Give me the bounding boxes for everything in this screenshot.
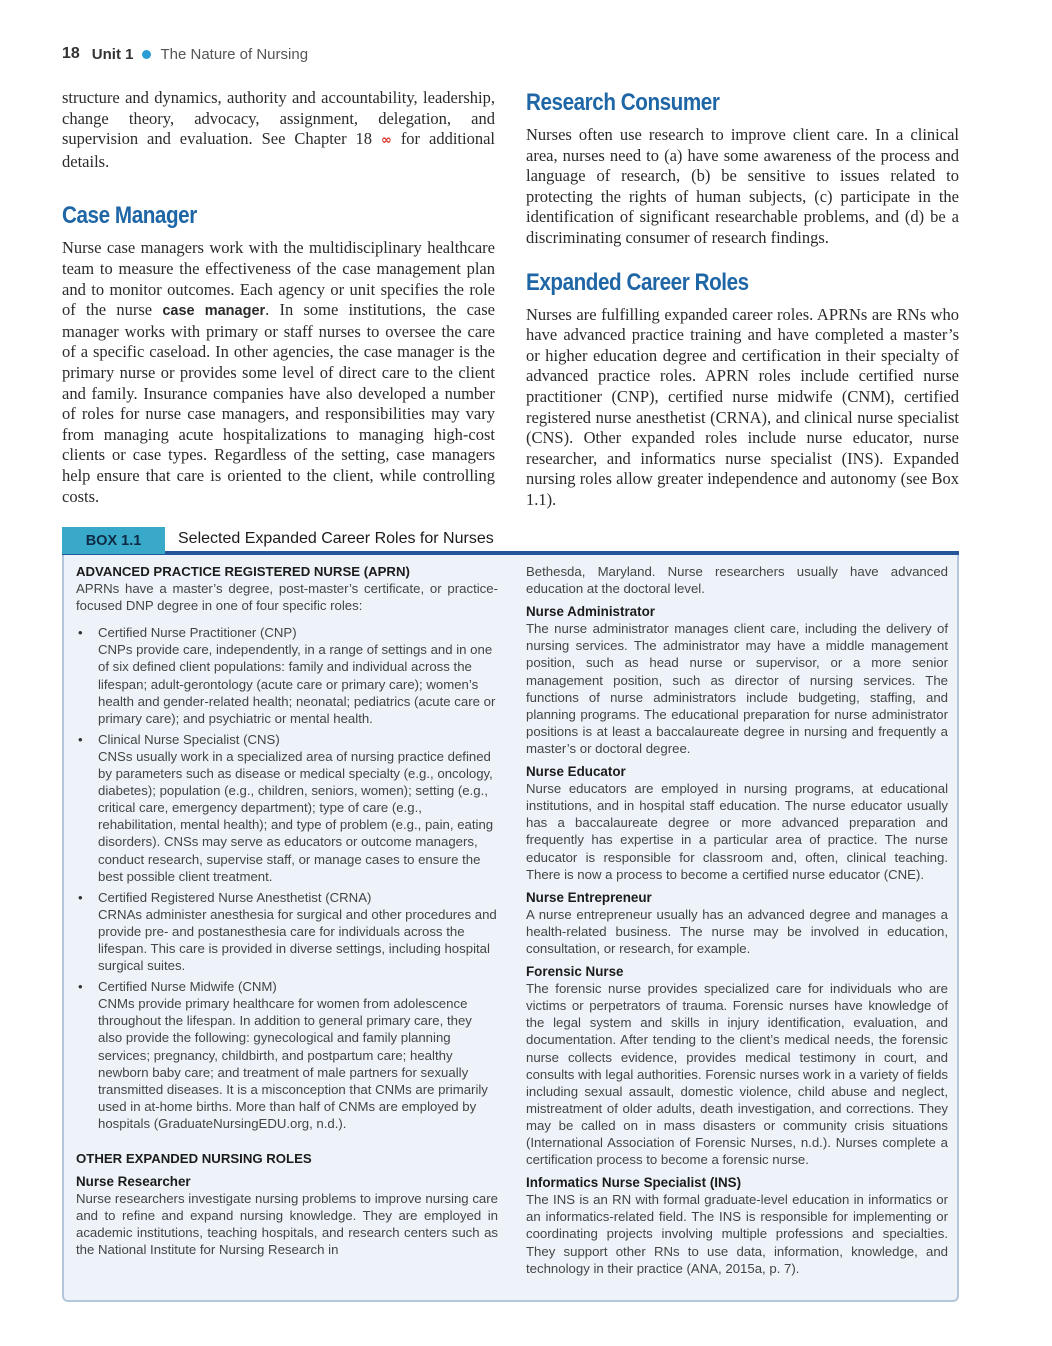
header-dot-icon bbox=[142, 50, 151, 59]
aprn-heading: ADVANCED PRACTICE REGISTERED NURSE (APRN) bbox=[76, 564, 410, 579]
list-item bbox=[76, 624, 498, 727]
cross-reference-link-icon[interactable]: ∞ bbox=[381, 133, 392, 149]
nurse-entrepreneur-title: Nurse Entrepreneur bbox=[526, 889, 652, 905]
aprn-intro: APRNs have a master’s degree, post-master’s certificate, or practice-focused DNP degree in one of four specific roles: bbox=[76, 581, 498, 614]
nurse-educator-title: Nurse Educator bbox=[526, 764, 626, 780]
nurse-researcher-text: Nurse researchers investigate nursing problems to improve nursing care and to refine and expand nursing knowledge. They are employed in academic institutions, teaching hospitals, and research centers such as the National Institute for Nursing Research in bbox=[76, 1191, 498, 1258]
list-item bbox=[76, 978, 498, 1132]
bullet-icon: • bbox=[78, 979, 83, 995]
nurse-entrepreneur-text: A nurse entrepreneur usually has an advanced degree and manages a health-related business. The nurse may be involved in education, consultation, or research, for example. bbox=[526, 906, 948, 956]
case-manager-paragraph bbox=[62, 238, 495, 507]
intro-paragraph bbox=[62, 88, 495, 172]
box-title: Selected Expanded Career Roles for Nurses bbox=[178, 530, 494, 547]
aprn-roles-list bbox=[76, 624, 498, 1132]
intro-text-end: for additional details. bbox=[62, 129, 495, 171]
role-description: CNPs provide care, independently, in a range of settings and in one of six defined client populations: family and individual across the lifespan; adult-gerontology (acute care or primary care); women’s health and gender-related health; neonatal; pediatrics (acute care or primary care); and psychiatric or mental health. bbox=[98, 642, 496, 726]
expanded-roles-heading: Expanded Career Roles bbox=[526, 268, 749, 296]
chapter-title: The Nature of Nursing bbox=[160, 45, 309, 63]
research-consumer-paragraph: Nurses often use research to improve client care. In a clinical area, nurses need to (a) have some awareness of the process and language of research, (b) be sensitive to issues related to protecting the rights of human subjects, (c) participate in the identification of significant researchable problems, and (d) be a discriminating consumer of research findings. bbox=[526, 125, 959, 247]
research-consumer-heading: Research Consumer bbox=[526, 89, 720, 116]
informatics-nurse-text: The INS is an RN with formal graduate-level education in informatics or an informatics-related field. The INS is responsible for implementing or coordinating projects involving multiple professions and specialties. They support other RNs to use data, information, knowledge, and technology in their practice (ANA, 2015a, p. 7). bbox=[526, 1192, 948, 1276]
case-manager-heading: Case Manager bbox=[62, 202, 197, 230]
informatics-nurse-title: Informatics Nurse Specialist (INS) bbox=[526, 1175, 742, 1191]
case-manager-text-2: . In some institutions, the case manager works with primary or staff nurses to oversee the care of a specific caseload. In other agencies, the case manager is the primary nurse or provides some level of direct care to the client and family. Insurance companies have also developed a number of roles for nurse case managers, and responsibilities may vary from managing acute hospitalizations to managing high-cost clients or case types. Regardless of the setting, case managers help ensure that care is oriented to the client, while controlling costs. bbox=[62, 300, 495, 506]
nurse-administrator-text: The nurse administrator manages client care, including the delivery of nursing services. The administrator may have a middle management position, such as head nurse or supervisor, or a more senior management position, such as director of nursing services. The functions of nurse administrators include budgeting, staffing, and planning programs. The educational preparation for nurse administrator positions is at least a baccalaureate degree in nursing and frequently a master’s or doctoral degree. bbox=[526, 621, 948, 756]
box-1-1 bbox=[62, 527, 959, 1303]
box-left-column bbox=[76, 563, 498, 1259]
case-manager-text-1: Nurse case managers work with the multidisciplinary healthcare team to measure the effectiveness of the case management plan and to monitor outcomes. Each agency or unit specifies the role of the nurse bbox=[62, 238, 495, 320]
unit-label: Unit 1 bbox=[91, 45, 134, 63]
key-term: case manager bbox=[162, 303, 266, 320]
expanded-roles-paragraph: Nurses are fulfilling expanded career roles. APRNs are RNs who have advanced practice training and have completed a master’s or higher education degree and certification in their specialty of advanced practice roles. APRN roles include certified nurse practitioner (CNP), certified nurse midwife (CNM), certified registered nurse anesthetist (CRNA), and clinical nurse specialist (CNS). Other expanded roles include nurse educator, nurse researcher, and informatics nurse specialist (INS). Expanded nursing roles allow greater independence and autonomy (see Box 1.1). bbox=[526, 304, 959, 509]
list-item bbox=[76, 889, 498, 974]
role-name: Certified Nurse Practitioner (CNP) bbox=[98, 625, 297, 641]
role-description: CNSs usually work in a specialized area of nursing practice defined by parameters such as disease or medical specialty (e.g., oncology, diabetes); population (e.g., children, seniors, women); setting (e.g., critical care, emergency department); type of care (e.g., rehabilitation, mental health); and type of problem (e.g., pain, eating disorders). CNSs may serve as educators or outcome managers, conduct research, supervise staff, or manage cases to ensure the best possible client treatment. bbox=[98, 748, 494, 884]
box-body bbox=[62, 555, 959, 1302]
nurse-researcher-continued: Bethesda, Maryland. Nurse researchers usually have advanced education at the doctoral level. bbox=[526, 564, 948, 597]
nurse-administrator-title: Nurse Administrator bbox=[526, 604, 655, 620]
role-name: Clinical Nurse Specialist (CNS) bbox=[98, 731, 280, 747]
role-description: CRNAs administer anesthesia for surgical and other procedures and provide pre- and postanesthesia care for individuals across the lifespan. This care is provided in diverse settings, including hospital surgical suites. bbox=[98, 906, 497, 974]
bullet-icon: • bbox=[78, 731, 83, 747]
bullet-icon: • bbox=[78, 625, 83, 641]
bullet-icon: • bbox=[78, 889, 83, 905]
forensic-nurse-title: Forensic Nurse bbox=[526, 964, 624, 980]
nurse-researcher-title: Nurse Researcher bbox=[76, 1174, 191, 1190]
role-description: CNMs provide primary healthcare for women from adolescence throughout the lifespan. In addition to general primary care, they also provide the following: gynecological and family planning services; pregnancy, childbirth, and postpartum care; healthy newborn baby care; and treatment of male partners for sexually transmitted diseases. It is a misconception that CNMs are primarily used in at-home births. More than half of CNMs are employed by hospitals (GraduateNursingEDU.org, n.d.). bbox=[98, 996, 488, 1131]
role-name: Certified Nurse Midwife (CNM) bbox=[98, 979, 277, 995]
forensic-nurse-text: The forensic nurse provides specialized care for individuals who are victims or perpetrators of trauma. Forensic nurses have knowledge of the legal system and skills in injury identification, evaluation, and documentation. After tending to the client’s medical needs, the forensic nurse collects evidence, provides medical testimony in court, and consults with legal authorities. Forensic nurses work in a variety of fields including sexual assault, domestic violence, child abuse and neglect, mistreatment of older adults, death investigation, and corrections. They may be called on in mass disasters or community crisis situations (International Association of Forensic Nurses, n.d.). Nurses complete a certification process to become a forensic nurse. bbox=[526, 981, 948, 1168]
intro-text: structure and dynamics, authority and accountability, leadership, change theory, advocacy, assignment, delegation, and supervision and evaluation. See Chapter 18 bbox=[62, 88, 495, 149]
running-header bbox=[62, 43, 308, 65]
box-label: BOX 1.1 bbox=[62, 527, 165, 554]
box-right-column bbox=[526, 563, 948, 1277]
list-item bbox=[76, 731, 498, 885]
page-number: 18 bbox=[62, 45, 80, 62]
role-name: Certified Registered Nurse Anesthetist (CRNA) bbox=[98, 889, 372, 905]
nurse-educator-text: Nurse educators are employed in nursing programs, at educational institutions, and in hospital staff education. The nurse educator usually has a baccalaureate degree or more advanced preparation and frequently has expertise in a particular area of practice. The nurse educator is responsible for classroom and, often, clinical teaching. There is now a process to become a certified nurse educator (CNE). bbox=[526, 781, 948, 882]
left-column bbox=[62, 88, 495, 507]
right-column bbox=[526, 88, 959, 511]
other-roles-heading: OTHER EXPANDED NURSING ROLES bbox=[76, 1151, 312, 1166]
